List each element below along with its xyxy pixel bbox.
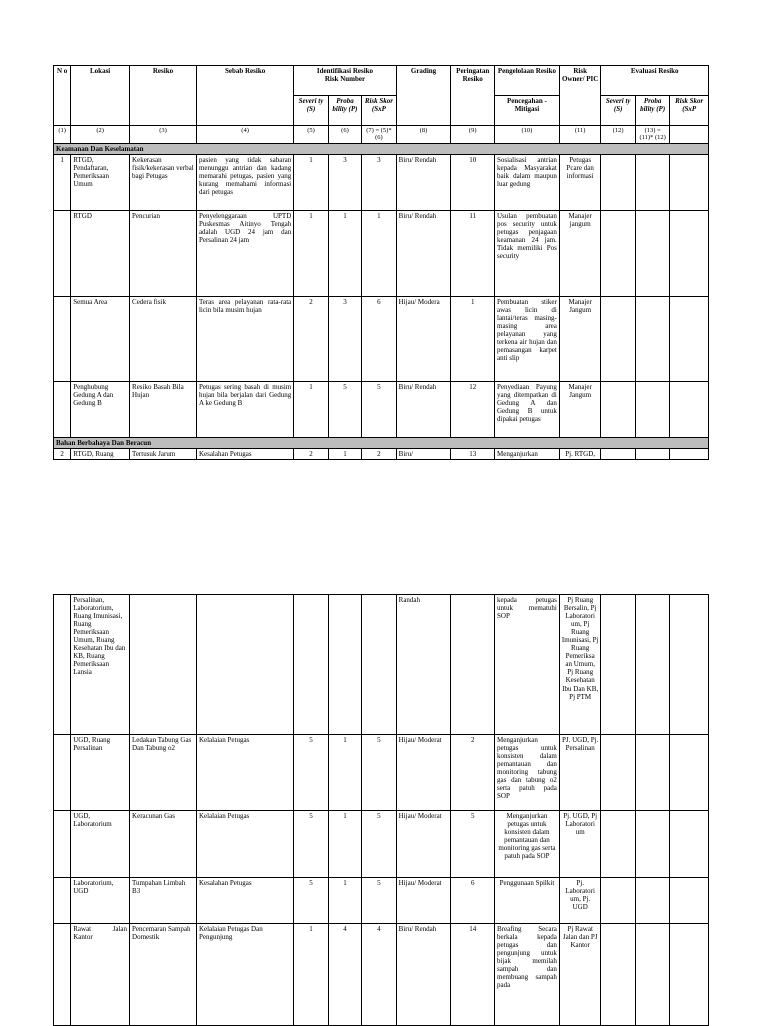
cell-owner: Manajer Jangum: [559, 297, 601, 382]
col-number: (3): [130, 126, 197, 144]
cell-peringatan: 10: [451, 155, 495, 211]
col-header-pencegahan: Pencegahan - Mitigasi: [495, 96, 560, 126]
cell-eval-skor: [670, 595, 709, 735]
cell-sebab: [196, 595, 293, 735]
cell-no: [54, 595, 71, 735]
cell-peringatan: 6: [451, 878, 495, 924]
cell-resiko: Tumpahan Limbah B3: [130, 878, 197, 924]
cell-mitigasi: Menganjurkan petugas untuk konsisten dalam pemantauan dan monitoring tabung gas dan tabung o2 serta patuh pada SOP: [495, 735, 560, 811]
cell-peringatan: 2: [451, 735, 495, 811]
cell-eval-p: [635, 878, 669, 924]
cell-eval-skor: [670, 811, 709, 878]
cell-mitigasi: Sosialisasi antrian kepada Masyarakat baik dalam maupun luar gedung: [495, 155, 560, 211]
cell-severity: [294, 595, 328, 735]
col-header-resiko: Resiko: [130, 66, 197, 126]
cell-lokasi: UGD, Laboratorium: [71, 811, 130, 878]
cell-peringatan: 13: [451, 449, 495, 460]
cell-eval-skor: [670, 155, 709, 211]
cell-resiko: Resiko Basah Bila Hujan: [130, 382, 197, 438]
cell-owner: Manajer Jangum: [559, 382, 601, 438]
col-number: (8): [396, 126, 451, 144]
cell-grading: Hijau/ Modera: [396, 297, 451, 382]
col-header-severity: Severi ty (S): [294, 96, 328, 126]
table-row: [54, 211, 709, 297]
cell-severity: 2: [294, 449, 328, 460]
table-row: [54, 155, 709, 211]
cell-mitigasi: Penggunaan Spilkit: [495, 878, 560, 924]
cell-eval-skor: [670, 297, 709, 382]
cell-eval-s: [601, 924, 635, 1026]
cell-lokasi: Penghubung Gedung A dan Gedung B: [71, 382, 130, 438]
cell-skor: 5: [362, 735, 396, 811]
cell-mitigasi: Breafing Secara berkala kepada petugas dan pengunjung untuk bijak memilah sampah dan membuang sampah pada: [495, 924, 560, 1026]
cell-skor: [362, 595, 396, 735]
cell-mitigasi: Menganjurkan petugas untuk konsisten dalam pemantauan dan monitoring gas serta patuh pada SOP: [495, 811, 560, 878]
cell-grading: Hijau/ Moderat: [396, 811, 451, 878]
cell-lokasi: RTGD: [71, 211, 130, 297]
col-number: (7) = (5)* (6): [362, 126, 396, 144]
cell-no: [54, 924, 71, 1026]
cell-sebab: Kelalaian Petugas: [196, 735, 293, 811]
cell-lokasi: Laboratorium, UGD: [71, 878, 130, 924]
cell-grading: Hijau/ Moderat: [396, 735, 451, 811]
col-header-eval-skor: Risk Skor (SxP: [670, 96, 709, 126]
cell-owner: Pj Rawat Jalan dan PJ Kantor: [559, 924, 601, 1026]
cell-eval-s: [601, 878, 635, 924]
cell-eval-p: [635, 382, 669, 438]
cell-eval-p: [635, 735, 669, 811]
cell-eval-s: [601, 382, 635, 438]
col-number: (13) = (11)* (12): [635, 126, 669, 144]
cell-eval-skor: [670, 924, 709, 1026]
cell-skor: 1: [362, 211, 396, 297]
cell-eval-skor: [670, 449, 709, 460]
cell-probability: 1: [328, 735, 361, 811]
cell-no: [54, 878, 71, 924]
cell-severity: 1: [294, 211, 328, 297]
col-header-pengelolaan: Pengelolaan Resiko: [495, 66, 560, 96]
identifikasi-title: Identifikasi Resiko: [316, 67, 374, 75]
cell-lokasi: Semua Area: [71, 297, 130, 382]
cell-lokasi: Persalinan, Laboratorium, Ruang Imunisasi, Ruang Pemeriksaan Umum, Ruang Kesehatan Ibu dan KB, Ruang Pemeriksaan Lansia: [71, 595, 130, 735]
cell-grading: Biru/ Rendah: [396, 211, 451, 297]
cell-resiko: Kekerasan fisik/kekerasan verbal bagi Petugas: [130, 155, 197, 211]
cell-resiko: Cedera fisik: [130, 297, 197, 382]
cell-probability: 4: [328, 924, 361, 1026]
cell-eval-p: [635, 211, 669, 297]
risk-number-title: Risk Number: [324, 75, 366, 84]
cell-eval-s: [601, 735, 635, 811]
cell-sebab: pasien yang tidak sabaran menunggu antrian dan kadang memarahi petugas, pasien yang kurang memahami informasi dari petugas: [196, 155, 293, 211]
cell-eval-p: [635, 297, 669, 382]
table-row: [54, 924, 709, 1026]
col-header-identifikasi: [294, 66, 396, 96]
table-row: [54, 595, 709, 735]
cell-probability: 1: [328, 449, 361, 460]
cell-skor: 2: [362, 449, 396, 460]
cell-eval-p: [635, 449, 669, 460]
cell-probability: 1: [328, 878, 361, 924]
cell-probability: 1: [328, 811, 361, 878]
cell-severity: 1: [294, 382, 328, 438]
cell-sebab: Kelalaian Petugas: [196, 811, 293, 878]
col-header-peringatan: Peringatan Resiko: [451, 66, 495, 126]
col-header-grading: Grading: [396, 66, 451, 126]
col-number: (4): [196, 126, 293, 144]
cell-eval-s: [601, 449, 635, 460]
cell-eval-p: [635, 811, 669, 878]
cell-eval-s: [601, 297, 635, 382]
cell-lokasi: Rawat Jalan Kantor: [71, 924, 130, 1026]
table-row: [54, 735, 709, 811]
cell-skor: 5: [362, 878, 396, 924]
col-header-evaluasi: Evaluasi Resiko: [601, 66, 709, 96]
cell-sebab: Penyelenggaraan UPTD Puskesmas Aitinyo Tengah adalah UGD 24 jam dan Persalinan 24 jam: [196, 211, 293, 297]
cell-resiko: Ledakan Tabung Gas Dan Tabung o2: [130, 735, 197, 811]
cell-resiko: Pencemaran Sampah Domestik: [130, 924, 197, 1026]
cell-probability: 3: [328, 297, 361, 382]
cell-owner: Pj. UGD, Pj Laboratori um: [559, 811, 601, 878]
cell-no: [54, 211, 71, 297]
table-row: [54, 878, 709, 924]
cell-peringatan: 14: [451, 924, 495, 1026]
cell-eval-s: [601, 155, 635, 211]
cell-resiko: Keracunan Gas: [130, 811, 197, 878]
cell-owner: PJ. UGD, Pj. Persalinan: [559, 735, 601, 811]
cell-resiko: Pencurian: [130, 211, 197, 297]
cell-sebab: Kesalahan Petugas: [196, 878, 293, 924]
cell-eval-s: [601, 811, 635, 878]
cell-eval-skor: [670, 382, 709, 438]
cell-resiko: [130, 595, 197, 735]
cell-sebab: Kelalaian Petugas Dan Pengunjung: [196, 924, 293, 1026]
cell-owner: Pj. RTGD,: [559, 449, 601, 460]
col-header-no: N o: [54, 66, 71, 126]
col-number: (2): [71, 126, 130, 144]
cell-peringatan: 11: [451, 211, 495, 297]
cell-resiko: Tertusuk Jarum: [130, 449, 197, 460]
col-header-eval-probability: Proba bility (P): [635, 96, 669, 126]
col-number-empty: [670, 126, 709, 144]
cell-no: 2: [54, 449, 71, 460]
col-header-risk-skor: Risk Skor (SxP: [362, 96, 396, 126]
table-row: [54, 382, 709, 438]
cell-eval-p: [635, 595, 669, 735]
cell-no: [54, 735, 71, 811]
col-header-eval-severity: Severi ty (S): [601, 96, 635, 126]
cell-sebab: Kesalahan Petugas: [196, 449, 293, 460]
col-number: (11): [559, 126, 601, 144]
cell-eval-p: [635, 924, 669, 1026]
cell-mitigasi: kepada petugas untuk mematuhi SOP: [495, 595, 560, 735]
table-row: [54, 297, 709, 382]
cell-probability: 3: [328, 155, 361, 211]
cell-peringatan: 5: [451, 811, 495, 878]
col-number: (12): [601, 126, 635, 144]
cell-grading: Biru/ Rendah: [396, 924, 451, 1026]
cell-eval-s: [601, 595, 635, 735]
cell-severity: 5: [294, 811, 328, 878]
column-number-row: [54, 126, 709, 144]
cell-lokasi: UGD, Ruang Persalinan: [71, 735, 130, 811]
cell-peringatan: 12: [451, 382, 495, 438]
col-header-owner: Risk Owner/ PIC: [559, 66, 601, 126]
col-number: (5): [294, 126, 328, 144]
cell-sebab: Teras area pelayanan rata-rata licin bila musim hujan: [196, 297, 293, 382]
cell-severity: 5: [294, 735, 328, 811]
cell-probability: 1: [328, 211, 361, 297]
risk-register-table-page-1: [53, 65, 709, 460]
cell-no: [54, 811, 71, 878]
section-bahan: Bahan Berbahaya Dan Beracun: [54, 438, 709, 449]
cell-severity: 5: [294, 878, 328, 924]
cell-grading: Hijau/ Moderat: [396, 878, 451, 924]
cell-no: 1: [54, 155, 71, 211]
cell-severity: 2: [294, 297, 328, 382]
cell-eval-skor: [670, 735, 709, 811]
cell-mitigasi: Usulan pembuatan pos security untuk petugas penjagaan keamanan 24 jam. Tidak memiliki Pos security: [495, 211, 560, 297]
cell-lokasi: RTGD, Pendaftaran, Pemeriksaan Umum: [71, 155, 130, 211]
table-row: [54, 449, 709, 460]
cell-grading: Biru/: [396, 449, 451, 460]
col-number: (1): [54, 126, 71, 144]
cell-eval-p: [635, 155, 669, 211]
section-row: [54, 438, 709, 449]
col-number: (6): [328, 126, 361, 144]
cell-eval-s: [601, 211, 635, 297]
cell-peringatan: [451, 595, 495, 735]
cell-eval-skor: [670, 878, 709, 924]
cell-skor: 5: [362, 811, 396, 878]
cell-skor: 5: [362, 382, 396, 438]
cell-mitigasi: Menganjurkan: [495, 449, 560, 460]
cell-owner: Manajer jangum: [559, 211, 601, 297]
cell-mitigasi: Penyediaan Payung yang ditempatkan di Gedung A dan Gedung B untuk dipakai petugas: [495, 382, 560, 438]
cell-probability: 5: [328, 382, 361, 438]
cell-severity: 1: [294, 155, 328, 211]
col-header-probability: Proba bility (P): [328, 96, 361, 126]
cell-owner: Pj. Laboratori um, Pj. UGD: [559, 878, 601, 924]
cell-lokasi: RTGD, Ruang: [71, 449, 130, 460]
cell-grading: Randah: [396, 595, 451, 735]
cell-probability: [328, 595, 361, 735]
col-header-lokasi: Lokasi: [71, 66, 130, 126]
section-row: [54, 144, 709, 155]
cell-no: [54, 297, 71, 382]
cell-severity: 1: [294, 924, 328, 1026]
cell-grading: Biru/ Rendah: [396, 382, 451, 438]
cell-skor: 4: [362, 924, 396, 1026]
section-keamanan: Keamanan Dan Keselamatan: [54, 144, 709, 155]
cell-grading: Biru/ Rendah: [396, 155, 451, 211]
table-row: [54, 811, 709, 878]
cell-sebab: Petugas sering basah di musim hujan bila berjalan dari Gedung A ke Gedung B: [196, 382, 293, 438]
cell-owner: Petugas Pcare dan informasi: [559, 155, 601, 211]
cell-skor: 3: [362, 155, 396, 211]
cell-peringatan: 1: [451, 297, 495, 382]
cell-skor: 6: [362, 297, 396, 382]
col-number: (10): [495, 126, 560, 144]
col-number: (9): [451, 126, 495, 144]
cell-eval-skor: [670, 211, 709, 297]
cell-mitigasi: Pembuatan stiker awas licin di lantai/teras masing-masing area pelayanan yang terkena air hujan dan pemasangan karpet anti slip: [495, 297, 560, 382]
risk-register-table-page-2: [53, 594, 709, 1026]
cell-no: [54, 382, 71, 438]
cell-owner: Pj Ruang Bersalin, Pj Laboratori um, Pj Ruang Imunisasi, Pj Ruang Pemeriksa an Umum, Pj Ruang Kesehatan Ibu Dan KB, Pj PTM: [559, 595, 601, 735]
col-header-sebab: Sebab Resiko: [196, 66, 293, 126]
